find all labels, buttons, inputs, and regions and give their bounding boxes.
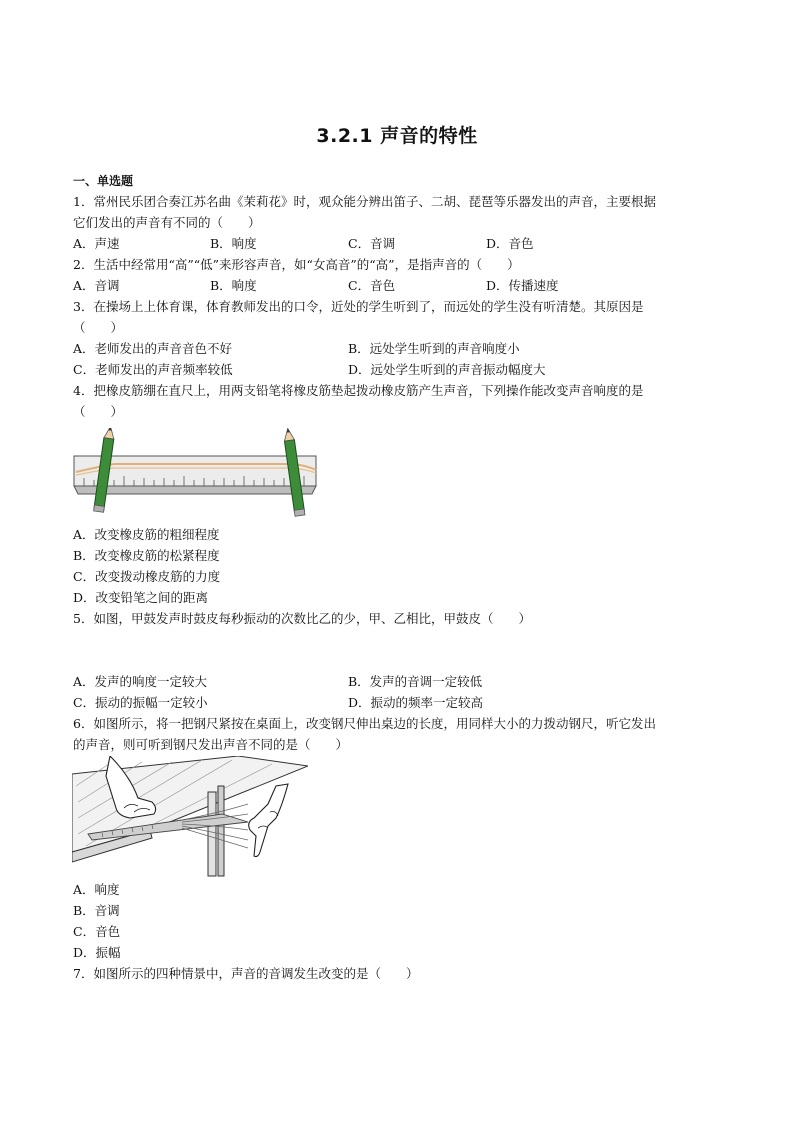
q4-option-b[interactable]: B．改变橡皮筋的松紧程度 <box>73 548 220 563</box>
question-6-line-1: 6．如图所示，将一把钢尺紧按在桌面上，改变钢尺伸出桌边的长度，用同样大小的力拨动钢尺，听它发出 <box>73 716 656 731</box>
question-6-line-2: 的声音，则可听到钢尺发出声音不同的是（ ） <box>73 737 349 752</box>
q6-option-b[interactable]: B．音调 <box>73 903 120 918</box>
question-1-line-1: 1．常州民乐团合奏江苏名曲《茉莉花》时，观众能分辨出笛子、二胡、琵琶等乐器发出的声音，主要根据 <box>73 194 656 209</box>
q3-option-b[interactable]: B．远处学生听到的声音响度小 <box>348 341 520 356</box>
page-title: 3.2.1 声音的特性 <box>316 125 478 147</box>
question-4-line-1: 4．把橡皮筋绷在直尺上，用两支铅笔将橡皮筋垫起拨动橡皮筋产生声音，下列操作能改变声音响度的是 <box>73 383 644 398</box>
q1-option-b[interactable]: B．响度 <box>210 236 257 251</box>
q5-option-c[interactable]: C．振动的振幅一定较小 <box>73 695 208 710</box>
question-4-line-2: （ ） <box>73 404 124 419</box>
q3-option-d[interactable]: D．远处学生听到的声音振动幅度大 <box>348 362 546 377</box>
section-heading: 一、单选题 <box>73 174 134 188</box>
q5-option-d[interactable]: D．振动的频率一定较高 <box>348 695 484 710</box>
q6-option-c[interactable]: C．音色 <box>73 924 121 939</box>
q2-option-a[interactable]: A．音调 <box>73 278 120 293</box>
steel-ruler-table-figure <box>72 756 308 878</box>
ruler-rubber-band-figure <box>72 428 322 520</box>
q1-option-c[interactable]: C．音调 <box>348 236 396 251</box>
q1-option-a[interactable]: A．声速 <box>73 236 120 251</box>
q4-option-d[interactable]: D．改变铅笔之间的距离 <box>73 590 209 605</box>
question-5-line-1: 5．如图，甲鼓发声时鼓皮每秒振动的次数比乙的少，甲、乙相比，甲鼓皮（ ） <box>73 611 531 626</box>
q5-option-a[interactable]: A．发声的响度一定较大 <box>73 674 208 689</box>
q3-option-a[interactable]: A．老师发出的声音音色不好 <box>73 341 233 356</box>
q2-option-b[interactable]: B．响度 <box>210 278 257 293</box>
q1-option-d[interactable]: D．音色 <box>486 236 534 251</box>
q5-option-b[interactable]: B．发声的音调一定较低 <box>348 674 483 689</box>
question-7-line-1: 7．如图所示的四种情景中，声音的音调发生改变的是（ ） <box>73 966 419 981</box>
q3-option-c[interactable]: C．老师发出的声音频率较低 <box>73 362 233 377</box>
q6-option-a[interactable]: A．响度 <box>73 882 120 897</box>
question-1-line-2: 它们发出的声音有不同的（ ） <box>73 215 261 230</box>
q6-option-d[interactable]: D．振幅 <box>73 945 121 960</box>
question-2-line-1: 2．生活中经常用“高”“低”来形容声音，如“女高音”的“高”，是指声音的（ ） <box>73 257 520 272</box>
q2-option-c[interactable]: C．音色 <box>348 278 396 293</box>
q4-option-a[interactable]: A．改变橡皮筋的粗细程度 <box>73 527 220 542</box>
question-3-line-2: （ ） <box>73 320 124 335</box>
q4-option-c[interactable]: C．改变拨动橡皮筋的力度 <box>73 569 221 584</box>
question-3-line-1: 3．在操场上上体育课，体育教师发出的口令，近处的学生听到了，而远处的学生没有听清楚。其原因是 <box>73 299 644 314</box>
q2-option-d[interactable]: D．传播速度 <box>486 278 559 293</box>
